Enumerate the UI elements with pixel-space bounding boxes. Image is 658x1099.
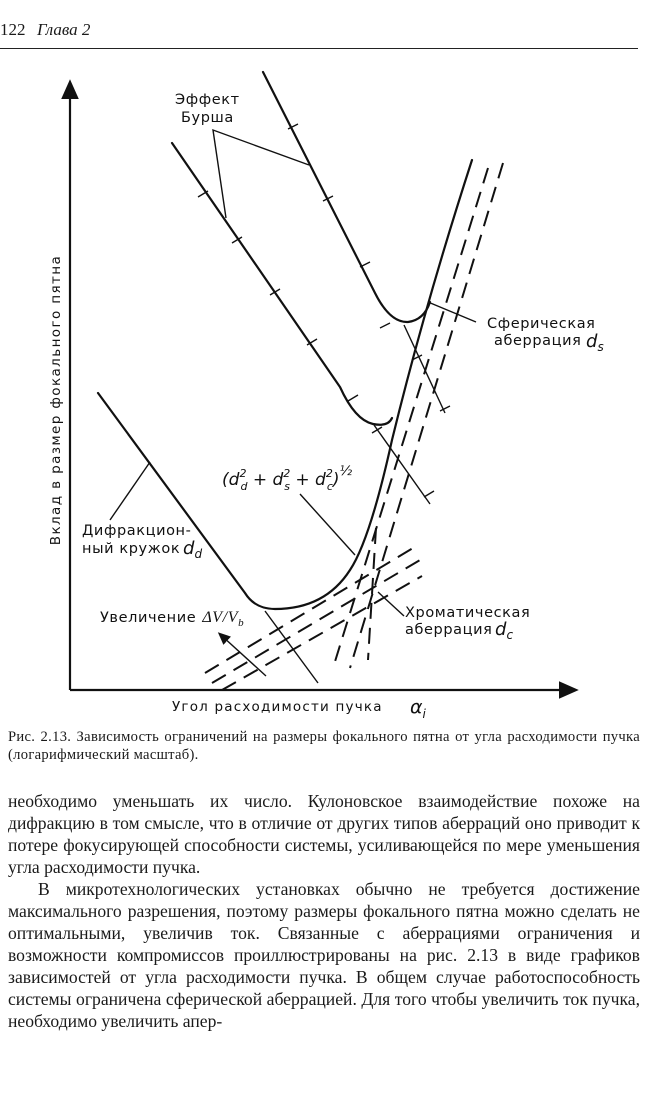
middle-continuation: [374, 425, 430, 504]
diffraction-label: Дифракцион- ный кружок: [82, 523, 192, 557]
spherical-dashed-1: [333, 168, 488, 668]
chapter-title: Глава 2: [37, 20, 91, 39]
chromatic-dashed-3: [222, 576, 422, 690]
body-text: [8, 790, 640, 1032]
page-header: [0, 18, 638, 49]
paragraph: необходимо уменьшать их число. Кулоновское взаимодействие похоже на дифракцию в том смысле, что в отличие от других типов аберраций оно приводит к потере фокусирующей способности системы, усиливающейся по мере уменьшения угла расходимости пучка.: [8, 791, 640, 877]
middle-curve: [172, 143, 392, 425]
spherical-label: Сферическая аберрация: [487, 316, 596, 349]
page-number: 122: [0, 20, 26, 39]
chromatic-label: Хроматическая аберрация: [405, 605, 531, 638]
sum-formula: ($d^2$ $d + d^2$ $s + d^2$ c)$^{\frac{1}{2}}$: [222, 464, 353, 493]
y-axis-label: Вклад в размер фокального пятна: [48, 254, 64, 546]
x-axis-label: Угол расходимости пучка: [172, 699, 383, 715]
figure-caption: Рис. 2.13. Зависимость ограничений на размеры фокального пятна от угла расходимости пучка (логарифмический масштаб).: [8, 729, 640, 763]
x-axis-symbol: $\alpha_i$: [410, 696, 426, 720]
figure-diagram: [0, 60, 658, 720]
upper-curve: [263, 72, 430, 322]
chromatic-symbol: $d_c$: [495, 619, 514, 642]
diffraction-symbol: $d_d$: [183, 538, 203, 561]
boersch-label: Эффект Бурша: [175, 92, 240, 126]
boersch-ticks: [198, 124, 450, 497]
increase-label: Увеличение $\Delta V/V_b$: [100, 609, 245, 629]
spherical-symbol: $d_s$: [586, 331, 604, 354]
paragraph: В микротехнологических установках обычно не требуется достижение максимального разрешения, поэтому размеры фокального пятна можно сделать не оптимальными, увеличив ток. Связанные с аберрациями ограничения и возможности компромиссов проиллюстрированы на рис. 2.13 в виде графиков зависимостей от угла расходимости пучка. В общем случае работоспособность системы ограничена сферической аберрацией. Для того чтобы увеличить ток пучка, необходимо увеличить апер-: [8, 879, 640, 1031]
